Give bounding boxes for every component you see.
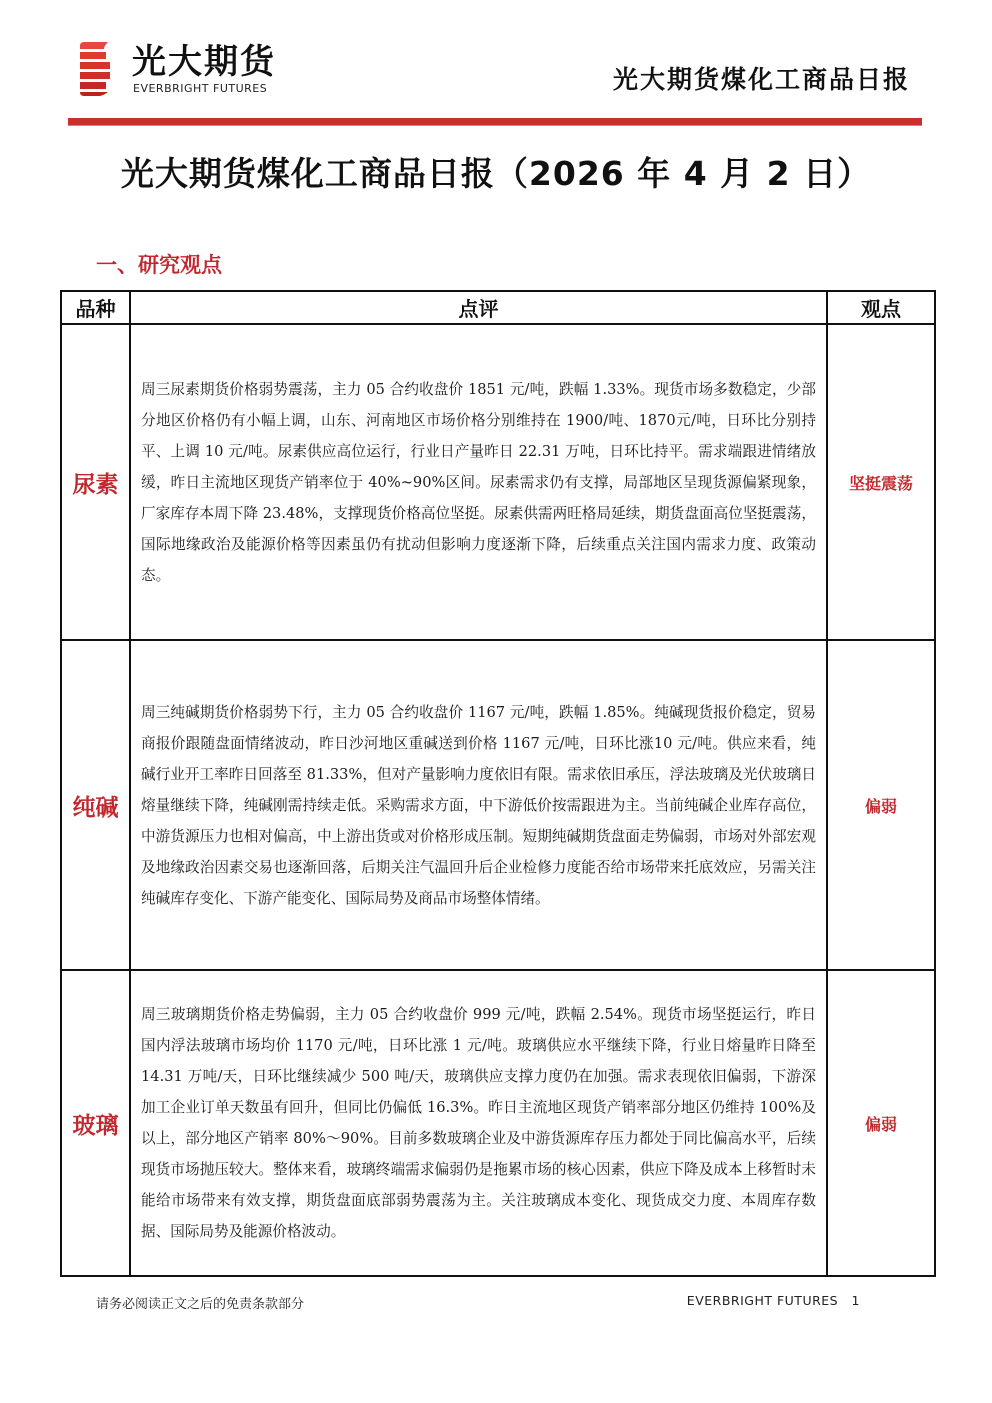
comment-cell: 周三纯碱期货价格弱势下行，主力 05 合约收盘价 1167 元/吨，跌幅 1.85%。纯碱现货报价稳定，贸易商报价跟随盘面情绪波动，昨日沙河地区重碱送到价格 1167 元/吨，日环比涨10 元/吨。供应来看，纯碱行业开工率昨日回落至 81.33%，但对产量影响力度依旧有限。需求依旧承压，浮法玻璃及光伏玻璃日熔量继续下降，纯碱刚需持续走低。采购需求方面，中下游低价按需跟进为主。当前纯碱企业库存高位，中游货源压力也相对偏高，中上游出货或对价格形成压制。短期纯碱期货盘面走势偏弱，市场对外部宏观及地缘政治因素交易也逐渐回落，后期关注气温回升后企业检修力度能否给市场带来托底效应，另需关注纯碱库存变化、下游产能变化、国际局势及商品市场整体情绪。 xyxy=(130,640,827,970)
table-row xyxy=(61,970,935,1276)
logo-chinese-name: 光大期货 xyxy=(132,42,276,82)
variety-cell: 尿素 xyxy=(61,324,130,640)
section-heading: 一、研究观点 xyxy=(96,253,222,277)
document-title: 光大期货煤化工商品日报（2026 年 4 月 2 日） xyxy=(120,154,872,193)
page-header xyxy=(0,0,992,130)
view-cell: 偏弱 xyxy=(827,970,935,1276)
column-header-variety: 品种 xyxy=(61,291,130,324)
view-cell: 坚挺震荡 xyxy=(827,324,935,640)
table-row xyxy=(61,324,935,640)
everbright-logo-icon xyxy=(78,40,118,98)
table-header-row xyxy=(61,291,935,324)
variety-cell: 纯碱 xyxy=(61,640,130,970)
footer-disclaimer: 请务必阅读正文之后的免责条款部分 xyxy=(96,1297,305,1312)
comment-cell: 周三玻璃期货价格走势偏弱，主力 05 合约收盘价 999 元/吨，跌幅 2.54%。现货市场坚挺运行，昨日国内浮法玻璃市场均价 1170 元/吨，日环比涨 1 元/吨。玻璃供应水平继续下降，行业日熔量昨日降至 14.31 万吨/天，日环比继续减少 500 吨/天，玻璃供应支撑力度仍在加强。需求表现依旧偏弱，下游深加工企业订单天数虽有回升，但同比仍偏低 16.3%。昨日主流地区现货产销率部分地区仍维持 100%及以上，部分地区产销率 80%～90%。目前多数玻璃企业及中游货源库存压力都处于同比偏高水平，后续现货市场抛压较大。整体来看，玻璃终端需求偏弱仍是拖累市场的核心因素，供应下降及成本上移暂时未能给市场带来有效支撑，期货盘面底部弱势震荡为主。关注玻璃成本变化、现货成交力度、本周库存数据、国际局势及能源价格波动。 xyxy=(130,970,827,1276)
header-report-title: 光大期货煤化工商品日报 xyxy=(612,65,910,94)
table-row xyxy=(61,640,935,970)
comment-cell: 周三尿素期货价格弱势震荡，主力 05 合约收盘价 1851 元/吨，跌幅 1.33%。现货市场多数稳定，少部分地区价格仍有小幅上调，山东、河南地区市场价格分别维持在 1900/吨、1870元/吨，日环比分别持平、上调 10 元/吨。尿素供应高位运行，行业日产量昨日 22.31 万吨，日环比持平。需求端跟进情绪放缓，昨日主流地区现货产销率位于 40%~90%区间。尿素需求仍有支撑，局部地区呈现货源偏紧现象，厂家库存本周下降 23.48%，支撑现货价格高位坚挺。尿素供需两旺格局延续，期货盘面高位坚挺震荡，国际地缘政治及能源价格等因素虽仍有扰动但影响力度逐渐下降，后续重点关注国内需求力度、政策动态。 xyxy=(130,324,827,640)
view-cell: 偏弱 xyxy=(827,640,935,970)
footer-brand-page xyxy=(687,1293,860,1308)
footer-brand: EVERBRIGHT FUTURES xyxy=(686,1293,839,1308)
page-number: 1 xyxy=(851,1293,860,1308)
column-header-comment: 点评 xyxy=(130,291,827,324)
research-view-table xyxy=(60,290,936,1277)
column-header-view: 观点 xyxy=(827,291,935,324)
logo-english-name: EVERBRIGHT FUTURES xyxy=(133,82,268,95)
variety-cell: 玻璃 xyxy=(61,970,130,1276)
header-divider xyxy=(68,118,922,126)
